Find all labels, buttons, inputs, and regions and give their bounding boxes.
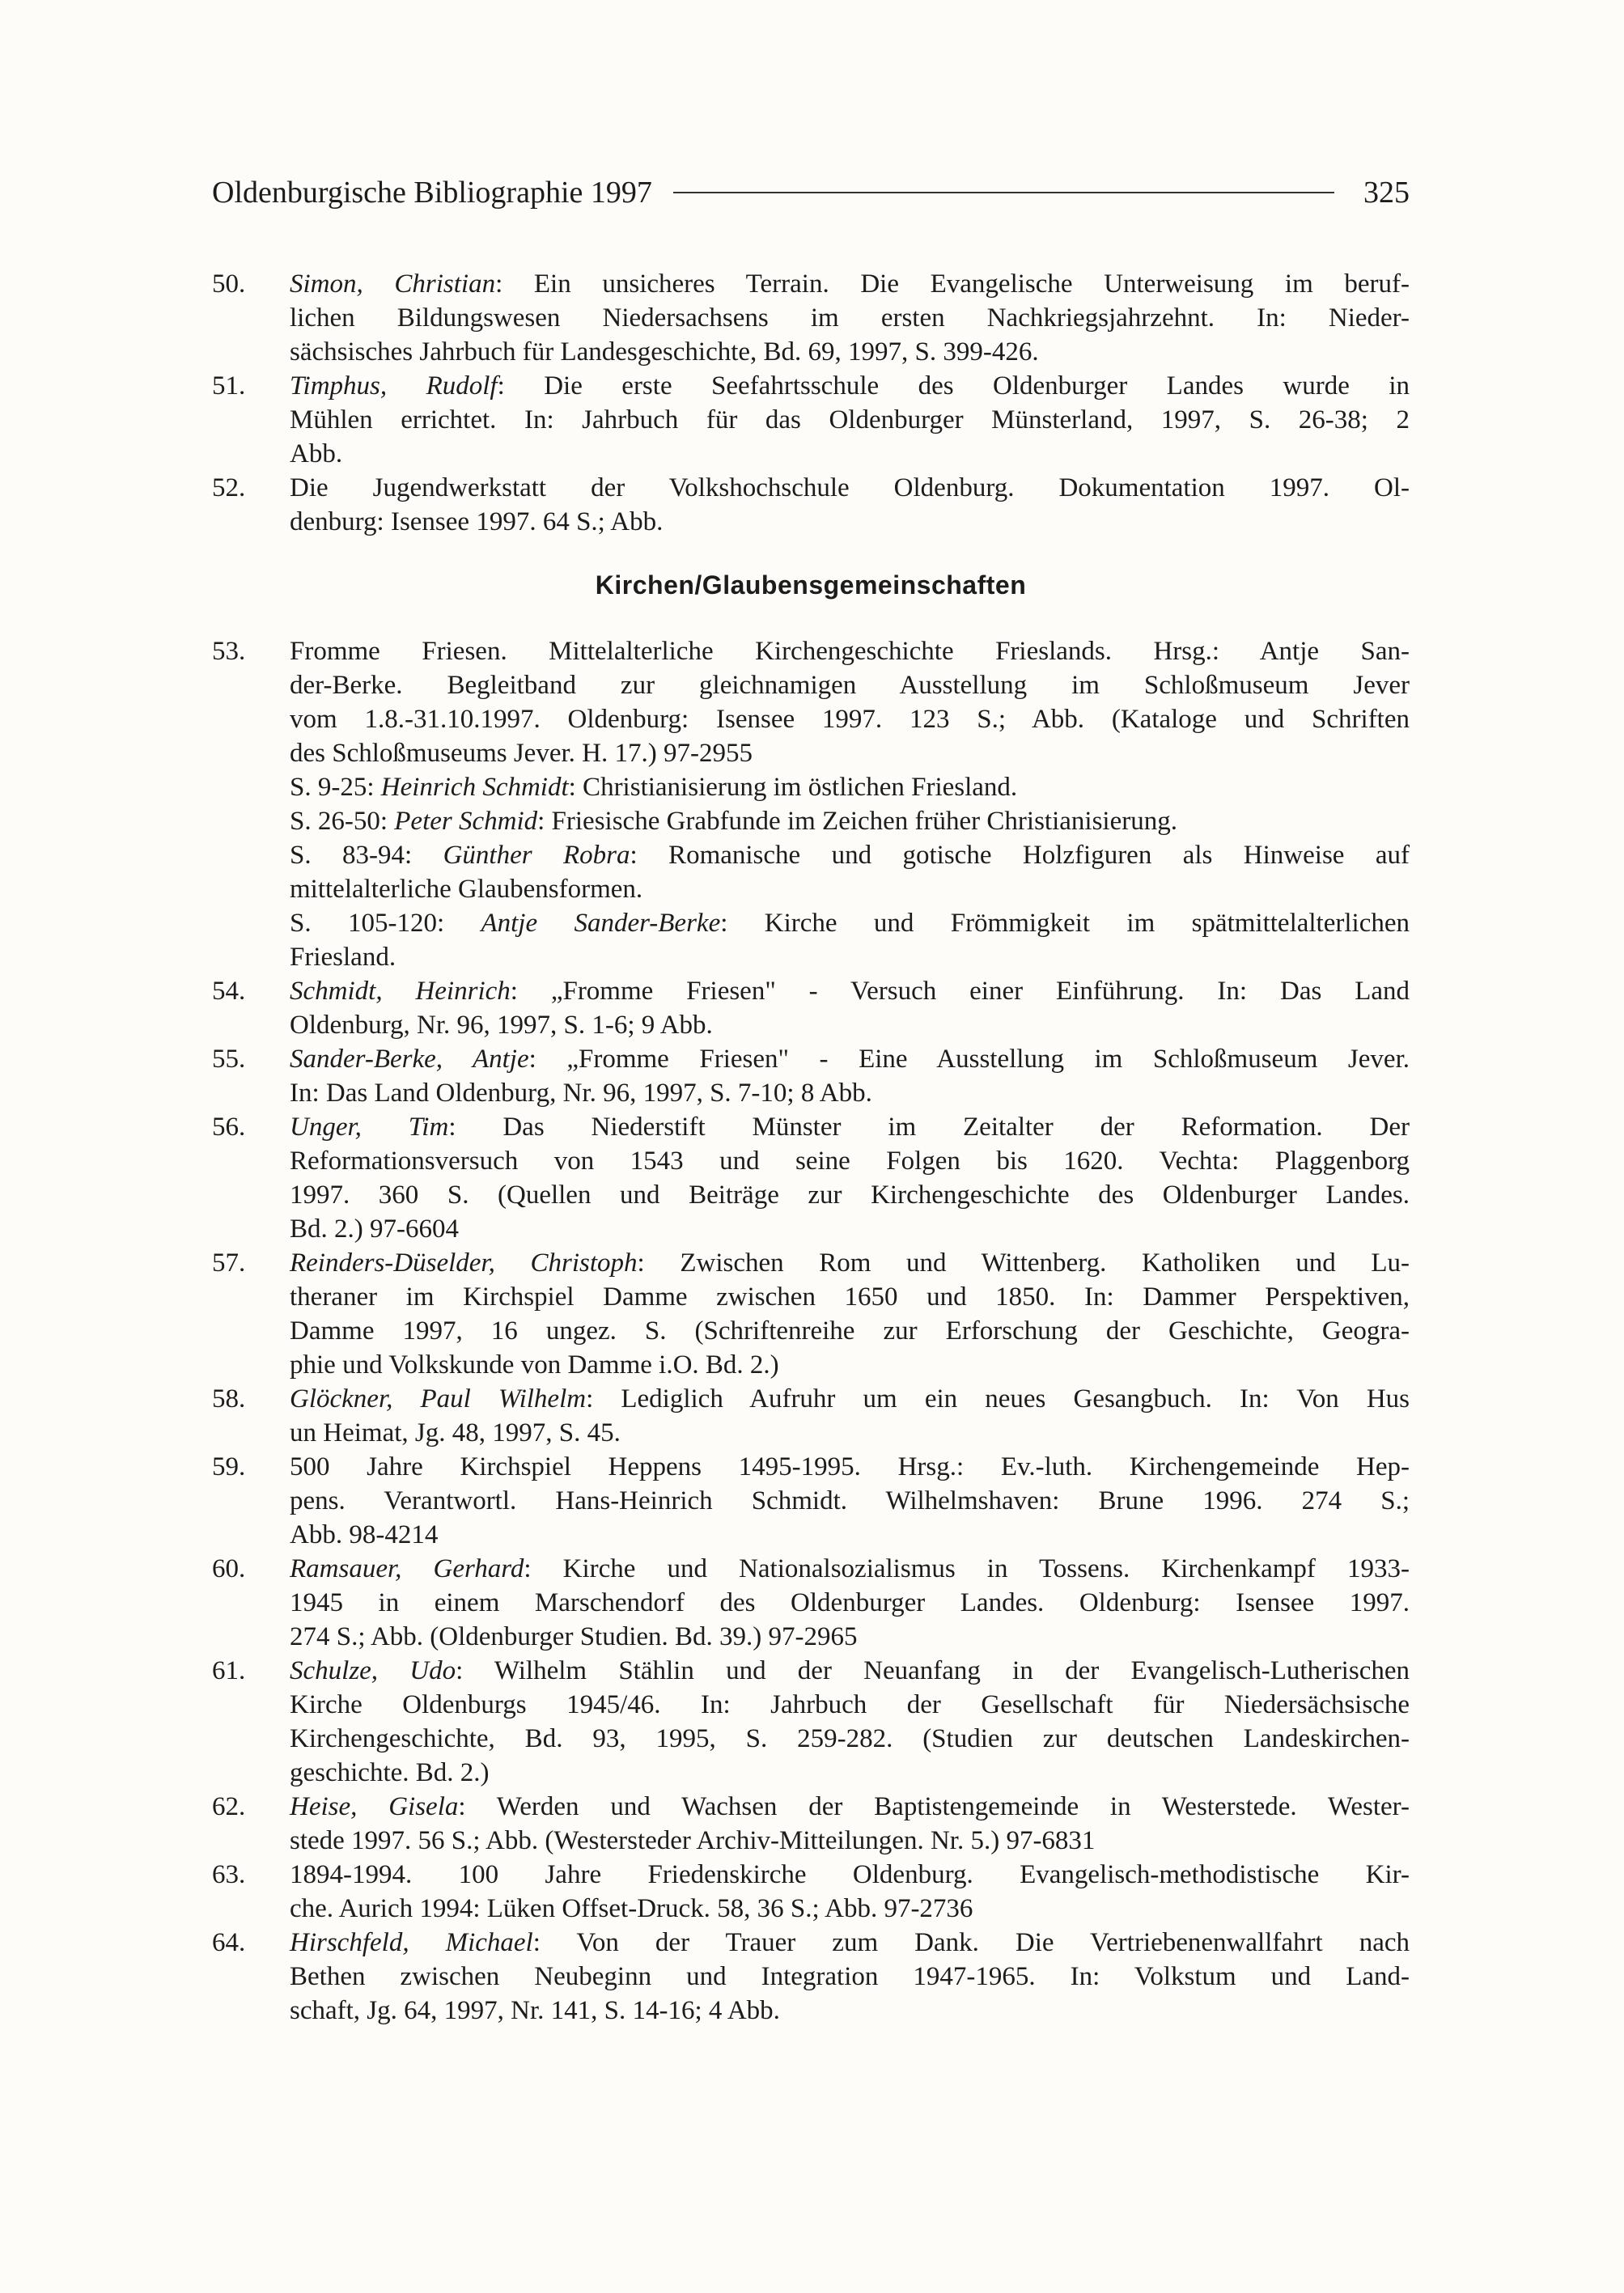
entry-text	[290, 974, 1410, 1042]
header-rule	[673, 192, 1334, 193]
entry-line: Timphus, Rudolf: Die erste Seefahrtsschule des Oldenburger Landes wurde in	[290, 371, 1410, 401]
entry-author: Heise, Gisela	[290, 1792, 459, 1821]
entry-number: 63.	[212, 1860, 246, 1889]
entry-text	[290, 267, 1410, 369]
bibliography-entry	[212, 1110, 1410, 1246]
bibliography-entry	[212, 634, 1410, 974]
entry-author: Sander-Berke, Antje	[290, 1045, 529, 1074]
entry-line: vom 1.8.-31.10.1997. Oldenburg: Isensee 1997. 123 S.; Abb. (Kataloge und Schriften	[290, 705, 1410, 734]
bibliography-entry	[212, 267, 1410, 369]
sub-entry-line: S. 83-94: Günther Robra: Romanische und gotische Holzfiguren als Hinweise auf	[290, 841, 1410, 870]
entry-line: Die Jugendwerkstatt der Volkshochschule Oldenburg. Dokumentation 1997. Ol-	[290, 473, 1410, 502]
sub-entry-author: Antje Sander-Berke	[481, 909, 721, 938]
entry-text	[290, 471, 1410, 539]
entry-number: 60.	[212, 1554, 246, 1583]
running-header	[212, 168, 1410, 217]
entry-line: In: Das Land Oldenburg, Nr. 96, 1997, S. 7-10; 8 Abb.	[290, 1079, 872, 1108]
entry-line: 1894-1994. 100 Jahre Friedenskirche Oldenburg. Evangelisch-methodistische Kir-	[290, 1860, 1410, 1889]
bibliography-entry	[212, 1450, 1410, 1552]
bibliography-content	[212, 267, 1410, 2028]
entry-text	[290, 1790, 1410, 1858]
entry-line: Glöckner, Paul Wilhelm: Lediglich Aufruhr um ein neues Gesangbuch. In: Von Hus	[290, 1384, 1410, 1414]
entry-line: Simon, Christian: Ein unsicheres Terrain. Die Evangelische Unterweisung im beruf-	[290, 269, 1410, 299]
entry-line: Bethen zwischen Neubeginn und Integration 1947-1965. In: Volkstum und Land-	[290, 1962, 1410, 1991]
entry-line: Schulze, Udo: Wilhelm Stählin und der Neuanfang in der Evangelisch-Lutherischen	[290, 1656, 1410, 1685]
entry-author: Hirschfeld, Michael	[290, 1928, 533, 1957]
entry-line: un Heimat, Jg. 48, 1997, S. 45.	[290, 1418, 621, 1447]
entry-author: Simon, Christian	[290, 269, 496, 299]
entry-line: geschichte. Bd. 2.)	[290, 1758, 490, 1787]
entry-text	[290, 1110, 1410, 1246]
entry-line: lichen Bildungswesen Niedersachsens im ersten Nachkriegsjahrzehnt. In: Nieder-	[290, 303, 1410, 333]
sub-entry-author: Günther Robra	[443, 841, 630, 870]
entry-author: Glöckner, Paul Wilhelm	[290, 1384, 587, 1414]
entry-number: 58.	[212, 1384, 246, 1414]
entry-author: Schulze, Udo	[290, 1656, 456, 1685]
bibliography-entry	[212, 471, 1410, 539]
entry-line: 1997. 360 S. (Quellen und Beiträge zur Kirchengeschichte des Oldenburger Landes.	[290, 1180, 1410, 1210]
entry-number: 61.	[212, 1656, 246, 1685]
entry-number: 62.	[212, 1792, 246, 1821]
sub-entry-line: mittelalterliche Glaubensformen.	[290, 875, 643, 904]
entry-line: theraner im Kirchspiel Damme zwischen 1650 und 1850. In: Dammer Perspektiven,	[290, 1282, 1410, 1312]
sub-entry-line: Friesland.	[290, 943, 396, 972]
entry-line: Abb.	[290, 439, 343, 468]
entry-number: 57.	[212, 1248, 246, 1278]
entry-number: 53.	[212, 637, 246, 666]
entry-number: 59.	[212, 1452, 246, 1481]
section-title: Kirchen/Glaubensgemeinschaften	[595, 570, 1027, 600]
entry-line: 1945 in einem Marschendorf des Oldenburger Landes. Oldenburg: Isensee 1997.	[290, 1588, 1410, 1617]
entry-53	[212, 634, 1410, 974]
bibliography-entry	[212, 1926, 1410, 2028]
sub-entry-line: S. 9-25: Heinrich Schmidt: Christianisierung im östlichen Friesland.	[290, 773, 1018, 802]
entry-line: Reformationsversuch von 1543 und seine Folgen bis 1620. Vechta: Plaggenborg	[290, 1146, 1410, 1176]
sub-entry-author: Peter Schmid	[394, 807, 538, 836]
entry-line: phie und Volkskunde von Damme i.O. Bd. 2.)	[290, 1350, 779, 1380]
entry-line: stede 1997. 56 S.; Abb. (Westersteder Archiv-Mitteilungen. Nr. 5.) 97-6831	[290, 1826, 1096, 1855]
entry-line: Ramsauer, Gerhard: Kirche und Nationalsozialismus in Tossens. Kirchenkampf 1933-	[290, 1554, 1410, 1583]
entry-text	[290, 369, 1410, 471]
entry-line: der-Berke. Begleitband zur gleichnamigen Ausstellung im Schloßmuseum Jever	[290, 671, 1410, 700]
entry-line: Schmidt, Heinrich: „Fromme Friesen" - Versuch einer Einführung. In: Das Land	[290, 977, 1410, 1006]
entry-line: sächsisches Jahrbuch für Landesgeschichte, Bd. 69, 1997, S. 399-426.	[290, 337, 1039, 367]
entry-line: che. Aurich 1994: Lüken Offset-Druck. 58, 36 S.; Abb. 97-2736	[290, 1894, 973, 1923]
entry-number: 64.	[212, 1928, 246, 1957]
entry-line: Unger, Tim: Das Niederstift Münster im Zeitalter der Reformation. Der	[290, 1113, 1410, 1142]
bibliography-entry	[212, 974, 1410, 1042]
entry-text	[290, 1552, 1410, 1654]
bibliography-entry	[212, 1382, 1410, 1450]
entry-line: Damme 1997, 16 ungez. S. (Schriftenreihe zur Erforschung der Geschichte, Geogra-	[290, 1316, 1410, 1346]
entry-number: 56.	[212, 1113, 246, 1142]
entry-line: Hirschfeld, Michael: Von der Trauer zum Dank. Die Vertriebenenwallfahrt nach	[290, 1928, 1410, 1957]
entry-number: 55.	[212, 1045, 246, 1074]
entry-line: Heise, Gisela: Werden und Wachsen der Baptistengemeinde in Westerstede. Wester-	[290, 1792, 1410, 1821]
entry-line: Kirche Oldenburgs 1945/46. In: Jahrbuch der Gesellschaft für Niedersächsische	[290, 1690, 1410, 1719]
entry-line: Reinders-Düselder, Christoph: Zwischen Rom und Wittenberg. Katholiken und Lu-	[290, 1248, 1410, 1278]
entries-before-section	[212, 267, 1410, 539]
page-number: 325	[1363, 176, 1410, 210]
bibliography-entry	[212, 369, 1410, 471]
entry-line: Kirchengeschichte, Bd. 93, 1995, S. 259-282. (Studien zur deutschen Landeskirchen-	[290, 1724, 1410, 1753]
entry-author: Ramsauer, Gerhard	[290, 1554, 524, 1583]
header-title: Oldenburgische Bibliographie 1997	[212, 176, 652, 210]
entry-text	[290, 1042, 1410, 1110]
entry-number: 50.	[212, 269, 246, 299]
entry-line: Fromme Friesen. Mittelalterliche Kirchengeschichte Frieslands. Hrsg.: Antje San-	[290, 637, 1410, 666]
sub-entry-author: Heinrich Schmidt	[380, 773, 569, 802]
entry-line: 500 Jahre Kirchspiel Heppens 1495-1995. Hrsg.: Ev.-luth. Kirchengemeinde Hep-	[290, 1452, 1410, 1481]
entry-text	[290, 1450, 1410, 1552]
entry-line: Oldenburg, Nr. 96, 1997, S. 1-6; 9 Abb.	[290, 1011, 713, 1040]
entry-number: 52.	[212, 473, 246, 502]
entry-text	[290, 1382, 1410, 1450]
bibliography-entry	[212, 1552, 1410, 1654]
bibliography-entry	[212, 1858, 1410, 1926]
entry-line: des Schloßmuseums Jever. H. 17.) 97-2955	[290, 739, 753, 768]
sub-entry-line: S. 26-50: Peter Schmid: Friesische Grabfunde im Zeichen früher Christianisierung.	[290, 807, 1177, 836]
entry-text	[290, 634, 1410, 974]
entry-author: Unger, Tim	[290, 1113, 449, 1142]
entry-text	[290, 1654, 1410, 1790]
entry-line: Sander-Berke, Antje: „Fromme Friesen" - Eine Ausstellung im Schloßmuseum Jever.	[290, 1045, 1410, 1074]
bibliography-entry	[212, 1790, 1410, 1858]
entry-number: 51.	[212, 371, 246, 401]
entry-line: Bd. 2.) 97-6604	[290, 1214, 459, 1244]
entry-line: denburg: Isensee 1997. 64 S.; Abb.	[290, 507, 664, 536]
entry-author: Schmidt, Heinrich	[290, 977, 511, 1006]
sub-entry-line: S. 105-120: Antje Sander-Berke: Kirche und Frömmigkeit im spätmittelalterlichen	[290, 909, 1410, 938]
entry-text	[290, 1246, 1410, 1382]
bibliography-entry	[212, 1654, 1410, 1790]
entry-line: schaft, Jg. 64, 1997, Nr. 141, S. 14-16; 4 Abb.	[290, 1996, 780, 2025]
entry-number: 54.	[212, 977, 246, 1006]
entry-line: 274 S.; Abb. (Oldenburger Studien. Bd. 39.) 97-2965	[290, 1622, 858, 1651]
bibliography-entry	[212, 1246, 1410, 1382]
entry-text	[290, 1858, 1410, 1926]
entry-line: Mühlen errichtet. In: Jahrbuch für das Oldenburger Münsterland, 1997, S. 26-38; 2	[290, 405, 1410, 434]
bibliography-entry	[212, 1042, 1410, 1110]
entry-line: Abb. 98-4214	[290, 1520, 439, 1549]
entry-text	[290, 1926, 1410, 2028]
entry-author: Timphus, Rudolf	[290, 371, 498, 401]
entries-after-section	[212, 974, 1410, 2028]
entry-line: pens. Verantwortl. Hans-Heinrich Schmidt. Wilhelmshaven: Brune 1996. 274 S.;	[290, 1486, 1410, 1515]
entry-author: Reinders-Düselder, Christoph	[290, 1248, 638, 1278]
